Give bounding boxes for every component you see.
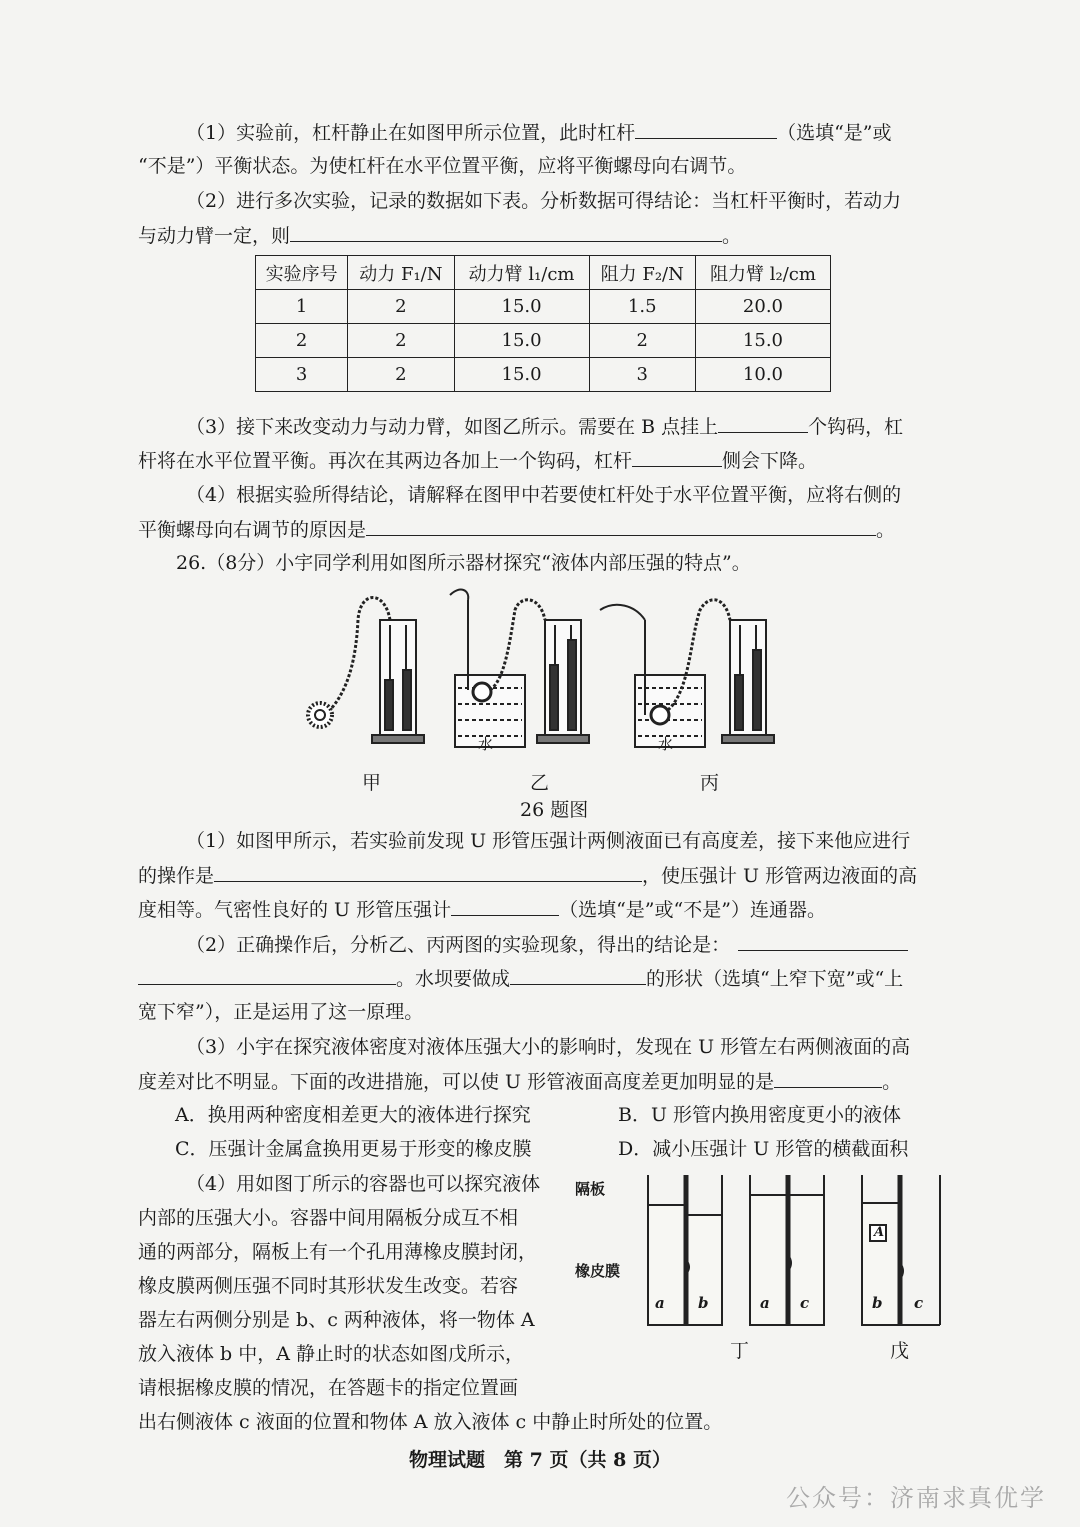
answer-blank[interactable]: [718, 412, 808, 433]
q25-part2-line2: [138, 221, 741, 250]
answer-blank[interactable]: [632, 446, 722, 467]
q25-part4-text-b: 平衡螺母向右调节的原因是: [138, 519, 367, 541]
answer-blank[interactable]: [738, 930, 908, 951]
option-c[interactable]: C．压强计金属盒换用更易于形变的橡皮膜: [175, 1138, 532, 1160]
table-cell: 1.5: [589, 290, 695, 324]
q26-part3-text-c: 。: [882, 1071, 902, 1093]
q25-part4-line2: [138, 515, 895, 544]
table-cell: 2: [348, 290, 454, 324]
q25-part3-text-b: 个钩码，杠: [808, 416, 904, 438]
q25-part1-text-b: （选填“是”或: [777, 122, 892, 144]
q26-part4-line3: 通的两部分，隔板上有一个孔用薄橡皮膜封闭，: [138, 1241, 538, 1263]
q25-part3-line2: [138, 446, 817, 475]
q26-part3-text-b: 度差对比不明显。下面的改进措施，可以使 U 形管液面高度差更加明显的是: [138, 1071, 775, 1093]
table-header: 阻力臂 l₂/cm: [695, 256, 830, 290]
table-header: 动力 F₁/N: [348, 256, 454, 290]
table-cell: 1: [256, 290, 348, 324]
figure-label-jia: 甲: [362, 772, 382, 794]
q26-part4-line6: 放入液体 b 中，A 静止时的状态如图戊所示，: [138, 1343, 525, 1365]
water-label-yi: 水: [478, 735, 494, 753]
q26-part1-text-e: （选填“是”或“不是”）连通器。: [559, 899, 826, 921]
table-header: 实验序号: [256, 256, 348, 290]
q26-part4-line4: 橡皮膜两侧压强不同时其形状发生改变。若容: [138, 1275, 519, 1297]
q26-part2-text-a: （2）正确操作后，分析乙、丙两图的实验现象，得出的结论是：: [186, 934, 731, 956]
q26-part2-text-b: 。水坝要做成: [396, 968, 511, 990]
q26-part4-line8: 出右侧液体 c 液面的位置和物体 A 放入液体 c 中静止时所处的位置。: [138, 1411, 723, 1433]
table-cell: 2: [348, 324, 454, 358]
q26-part3-line2: [138, 1067, 901, 1096]
table-cell: 15.0: [695, 324, 830, 358]
q26-part4-line1: （4）用如图丁所示的容器也可以探究液体: [186, 1173, 541, 1195]
table-cell: 3: [256, 358, 348, 392]
table-header: 动力臂 l₁/cm: [454, 256, 589, 290]
q26-part3-line1: （3）小宇在探究液体密度对液体压强大小的影响时，发现在 U 形管左右两侧液面的高: [186, 1036, 911, 1058]
page-footer: 物理试题 第 7 页（共 8 页）: [409, 1449, 671, 1471]
q25-part1-line2: “不是”）平衡状态。为使杠杆在水平位置平衡，应将平衡螺母向右调节。: [138, 155, 747, 177]
q25-part2-text-b: 与动力臂一定，则: [138, 225, 291, 247]
answer-blank[interactable]: [774, 1067, 882, 1088]
table-row: [256, 358, 831, 392]
q25-part3-line1: [186, 412, 903, 441]
manometer-yi: [450, 590, 589, 747]
q25-part2-text-c: 。: [722, 225, 742, 247]
option-a[interactable]: A．换用两种密度相差更大的液体进行探究: [175, 1104, 531, 1126]
object-a-label: A: [874, 1225, 885, 1240]
answer-blank[interactable]: [451, 895, 559, 916]
table-cell: 2: [589, 324, 695, 358]
liquid-a-label: a: [655, 1294, 665, 1312]
liquid-b-label: b: [698, 1294, 709, 1312]
table-header: 阻力 F₂/N: [589, 256, 695, 290]
figure-label-ding: 丁: [730, 1340, 750, 1362]
partition-label: 隔板: [575, 1180, 606, 1198]
figure-caption: 26 题图: [520, 799, 589, 821]
table-cell: 20.0: [695, 290, 830, 324]
membrane-label: 橡皮膜: [575, 1262, 621, 1280]
answer-blank[interactable]: [138, 964, 396, 985]
q26-part2-line3: 宽下窄”），正是运用了这一原理。: [138, 1001, 424, 1023]
q26-part2-line1: [186, 930, 908, 959]
table-cell: 2: [256, 324, 348, 358]
table-row: [256, 290, 831, 324]
lever-data-table: [255, 255, 831, 392]
liquid-a-label: a: [760, 1294, 770, 1312]
partition-container-figure: [600, 1175, 960, 1335]
liquid-c-label: c: [914, 1294, 924, 1312]
q26-part4-line7: 请根据橡皮膜的情况，在答题卡的指定位置画: [138, 1377, 519, 1399]
table-row: [256, 324, 831, 358]
q26-part1-text-d: 度相等。气密性良好的 U 形管压强计: [138, 899, 452, 921]
watermark: 公众号：济南求真优学: [786, 1484, 1046, 1512]
liquid-b-label: b: [872, 1294, 883, 1312]
q26-part1-line1: （1）如图甲所示，若实验前发现 U 形管压强计两侧液面已有高度差，接下来他应进行: [186, 830, 911, 852]
table-cell: 2: [348, 358, 454, 392]
q26-part2-line2: [138, 964, 903, 993]
table-cell: 15.0: [454, 290, 589, 324]
manometer-figure: [290, 580, 790, 760]
option-b[interactable]: B．U 形管内换用密度更小的液体: [618, 1104, 902, 1126]
q25-part2-line1: （2）进行多次实验，记录的数据如下表。分析数据可得结论：当杠杆平衡时，若动力: [186, 190, 902, 212]
q25-part3-text-d: 侧会下降。: [722, 450, 818, 472]
q25-part1-text-a: （1）实验前，杠杆静止在如图甲所示位置，此时杠杆: [186, 122, 636, 144]
figure-label-bing: 丙: [700, 772, 720, 794]
q26-part2-text-c: 的形状（选填“上窄下宽”或“上: [646, 968, 904, 990]
answer-blank[interactable]: [214, 861, 642, 882]
table-cell: 15.0: [454, 358, 589, 392]
q26-intro: 26.（8分）小宇同学利用如图所示器材探究“液体内部压强的特点”。: [176, 552, 751, 574]
q26-part1-line3: [138, 895, 826, 924]
table-cell: 10.0: [695, 358, 830, 392]
q25-part3-text-a: （3）接下来改变动力与动力臂，如图乙所示。需要在 B 点挂上: [186, 416, 719, 438]
answer-blank[interactable]: [290, 221, 722, 242]
water-label-bing: 水: [658, 735, 674, 753]
q25-part1-line1: [186, 118, 892, 147]
table-cell: 3: [589, 358, 695, 392]
q26-part4-line5: 器左右两侧分别是 b、c 两种液体，将一物体 A: [138, 1309, 535, 1331]
q26-part4-line2: 内部的压强大小。容器中间用隔板分成互不相: [138, 1207, 519, 1229]
liquid-c-label: c: [800, 1294, 810, 1312]
q25-part3-text-c: 杆将在水平位置平衡。再次在其两边各加上一个钩码，杠杆: [138, 450, 633, 472]
answer-blank[interactable]: [510, 964, 646, 985]
q26-part1-line2: [138, 861, 917, 890]
answer-blank[interactable]: [366, 515, 876, 536]
q26-part1-text-c: ，使压强计 U 形管两边液面的高: [642, 865, 918, 887]
q25-part4-text-c: 。: [876, 519, 896, 541]
manometer-bing: [600, 600, 774, 747]
q26-part1-text-b: 的操作是: [138, 865, 215, 887]
q25-part4-line1: （4）根据实验所得结论，请解释在图甲中若要使杠杆处于水平位置平衡，应将右侧的: [186, 484, 902, 506]
table-header-row: [256, 256, 831, 290]
figure-label-wu: 戊: [890, 1340, 910, 1362]
figure-label-yi: 乙: [530, 772, 550, 794]
option-d[interactable]: D．减小压强计 U 形管的横截面积: [618, 1138, 909, 1160]
answer-blank[interactable]: [635, 118, 777, 139]
table-cell: 15.0: [454, 324, 589, 358]
manometer-jia: [308, 598, 424, 744]
